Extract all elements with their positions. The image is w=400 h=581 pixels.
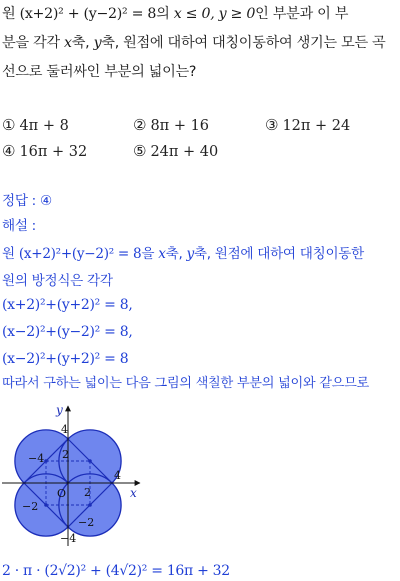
domain-condition: x ≤ 0, y ≥ 0 [173, 6, 256, 22]
choice-number: ① [2, 116, 16, 134]
solution-line-2: 원의 방정식은 각각 [2, 273, 113, 289]
choice-5[interactable] [133, 141, 218, 162]
choice-value: 16π + 32 [19, 144, 88, 160]
solution-heading: 해설 : [2, 218, 36, 234]
question-line-2 [2, 33, 385, 53]
question-text: 의 [156, 6, 174, 22]
equation-2: (x−2)²+(y−2)² = 8, [2, 324, 133, 340]
solution-text: 축, 원점에 대하여 대칭이동한 [193, 246, 364, 262]
question-text: 분을 각각 [2, 35, 65, 51]
circle-equation: (x+2)² + (y−2)² = 8 [19, 6, 157, 22]
solution-equation: (x+2)²+(y−2)² = 8 [18, 246, 142, 262]
choice-value: 24π + 40 [150, 144, 219, 160]
y-var: y [93, 35, 102, 51]
choice-number: ③ [265, 116, 279, 134]
question-line-3: 선으로 둘러싸인 부분의 넓이는? [2, 64, 197, 80]
choice-number: ⑤ [133, 142, 147, 160]
question-line-1 [2, 4, 348, 24]
choice-value: 8π + 16 [150, 118, 210, 134]
choice-4[interactable] [2, 141, 87, 162]
choice-number: ④ [2, 142, 16, 160]
origin-label: O [57, 487, 67, 500]
question-text: 인 부분과 이 부 [255, 6, 349, 22]
tick-label-y-neg2: −2 [78, 516, 95, 529]
choice-1[interactable] [2, 115, 69, 136]
choice-number: ② [133, 116, 147, 134]
solution-line-3: 따라서 구하는 넓이는 다음 그림의 색칠한 부분의 넓이와 같으므로 [2, 376, 369, 391]
tick-label-y-4: 4 [61, 423, 68, 436]
x-axis-label: x [130, 486, 137, 500]
question-text: 축, [71, 35, 94, 51]
solution-text: 을 [141, 246, 159, 262]
x-var: x [158, 246, 166, 262]
y-axis-label: y [56, 403, 63, 417]
tick-label-y-2: 2 [62, 448, 69, 461]
answer-line: 정답 : ④ [2, 193, 52, 209]
tick-label-x-neg2: −2 [22, 500, 39, 513]
tick-label-x-4: 4 [114, 469, 121, 482]
question-text: 원 [2, 6, 20, 22]
solution-text: 축, [165, 246, 187, 262]
solution-line-1 [2, 244, 364, 264]
tick-label-x-2: 2 [84, 486, 91, 499]
equation-3: (x−2)²+(y+2)² = 8 [2, 351, 129, 367]
equation-1: (x+2)²+(y+2)² = 8, [2, 297, 133, 313]
solution-text: 원 [2, 246, 19, 262]
choice-value: 12π + 24 [282, 118, 351, 134]
tick-label-y-neg4: −4 [60, 532, 77, 545]
tick-label-x-neg4: −4 [28, 452, 45, 465]
choice-3[interactable] [265, 115, 350, 136]
choice-2[interactable] [133, 115, 209, 136]
shaded-region-figure [0, 400, 170, 548]
final-result: 2 · π · (2√2)² + (4√2)² = 16π + 32 [2, 563, 230, 579]
x-var: x [64, 35, 72, 51]
choice-value: 4π + 8 [19, 118, 69, 134]
y-var: y [186, 246, 194, 262]
question-text: 축, 원점에 대하여 대칭이동하여 생기는 모든 곡 [101, 35, 386, 51]
